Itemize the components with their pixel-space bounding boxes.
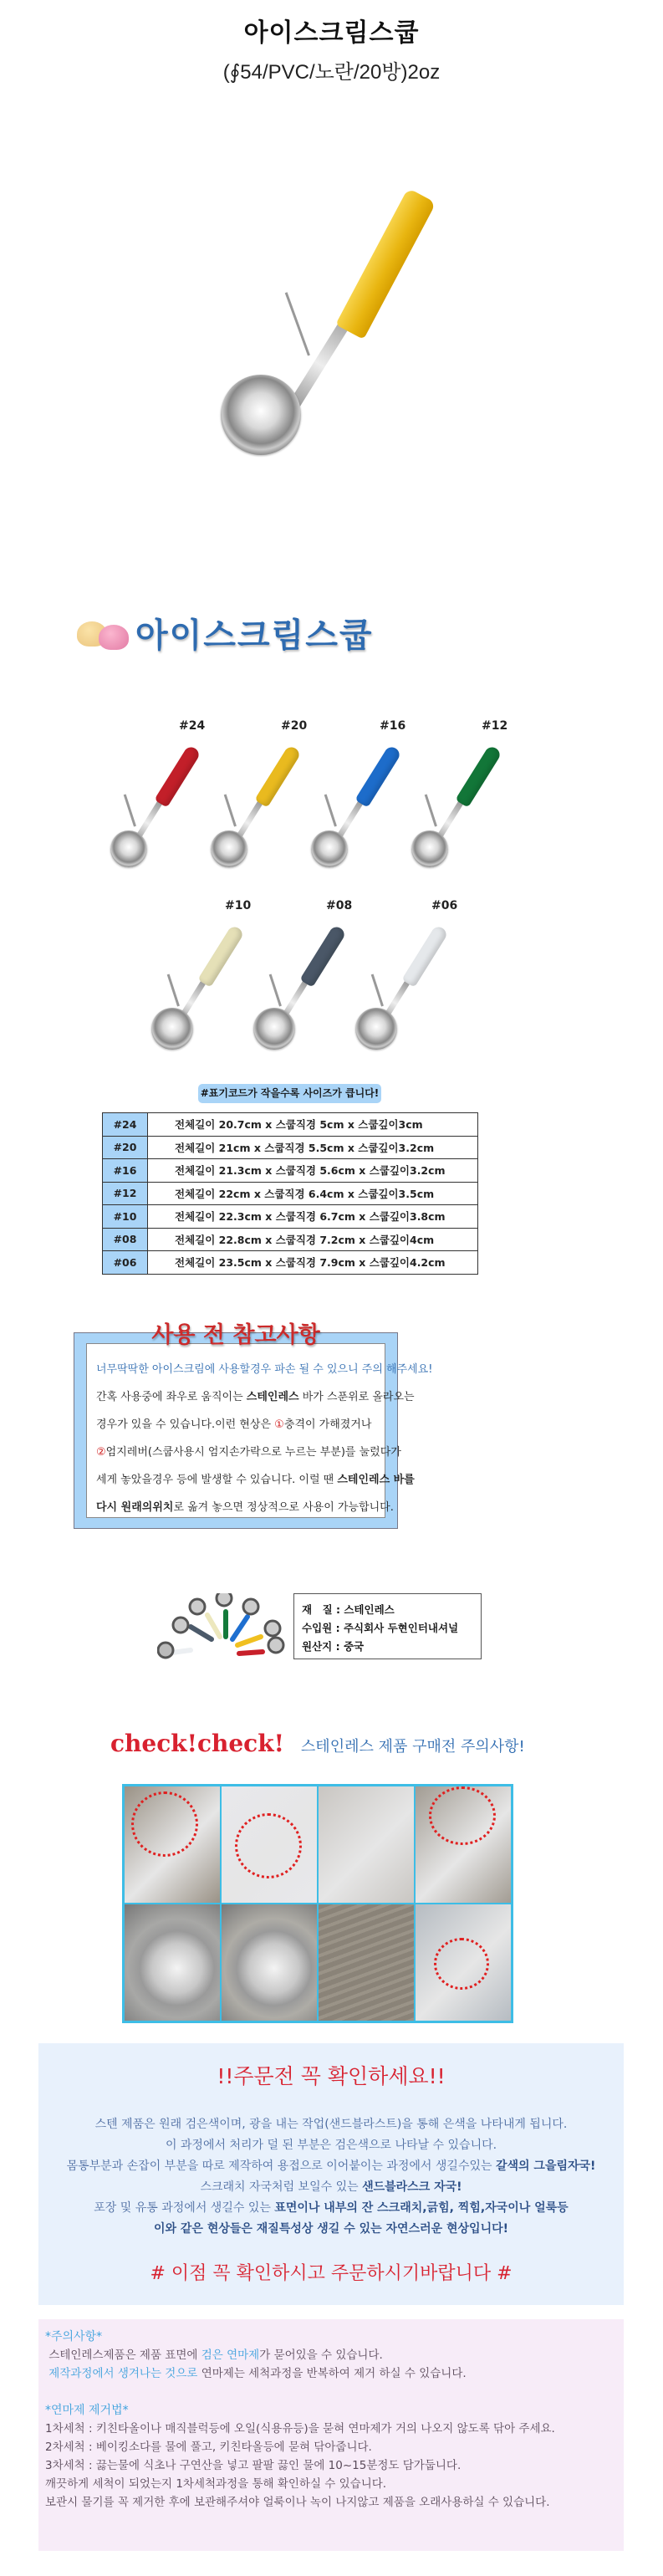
scratch-photo	[416, 1904, 511, 2021]
usage-notes-box	[74, 1332, 433, 1529]
variant-scoop-image	[209, 743, 309, 877]
scoop-handle	[335, 188, 436, 340]
order-notice-line: 스텐 제품은 원래 검은색이며, 광을 내는 작업(샌드블라스트)을 통해 은색을 나타내게 됩니다.	[94, 2118, 568, 2131]
sheen-streak-photo	[319, 1786, 414, 1903]
size-spec-cell: 전체길이 22.8cm x 스쿱직경 7.2cm x 스쿱깊이4cm	[148, 1228, 478, 1251]
importer-row: 수입원 : 주식회사 두현인터내셔널	[302, 1622, 459, 1634]
size-code-cell: #20	[103, 1136, 148, 1159]
order-notice-line: 몸통부분과 손잡이 부분을 따로 제작하여 용접으로 이어붙이는 과정에서 생길수있는 갈색의 그을림자국!	[66, 2159, 596, 2173]
variant-code-label: #16	[380, 719, 406, 733]
caution-heading: *주의사항*	[45, 2330, 103, 2343]
order-notice-footer: # 이점 꼭 확인하시고 주문하시기바랍니다 #	[150, 2263, 513, 2284]
welded-bottom-photo-1	[125, 1904, 220, 2021]
scoop-fan-image	[157, 1593, 289, 1660]
size-table-row	[103, 1251, 478, 1275]
variant-scoop-image	[410, 743, 510, 877]
defect-photo-grid	[122, 1784, 513, 2023]
material-info-box	[293, 1593, 482, 1659]
size-spec-cell: 전체길이 20.7cm x 스쿱직경 5cm x 스쿱깊이3cm	[148, 1113, 478, 1137]
variant-code-label: #12	[482, 719, 508, 733]
check-heading	[110, 1730, 525, 1757]
defect-highlight-circle	[429, 1786, 496, 1845]
order-notice-line: 스크래치 자국처럼 보일수 있는 샌드블라스크 자국!	[200, 2180, 462, 2194]
variant-code-label: #06	[431, 899, 458, 912]
removal-step: 1차세척 : 키친타올이나 매직블럭등에 오일(식용유등)을 묻혀 연마제가 거의 나오지 않도록 닦아 주세요.	[45, 2422, 555, 2435]
size-spec-cell: 전체길이 23.5cm x 스쿱직경 7.9cm x 스쿱깊이4.2cm	[148, 1251, 478, 1275]
variant-scoop-image	[254, 923, 354, 1056]
size-code-cell: #10	[103, 1205, 148, 1229]
usage-warning-line: 너무딱딱한 아이스크림에 사용할경우 파손 될 수 있으니 주의 해주세요!	[96, 1363, 433, 1376]
sandblast-mark-photo	[416, 1786, 511, 1903]
size-code-cell: #12	[103, 1182, 148, 1205]
thumb-lever	[285, 292, 310, 355]
variant-scoop-image	[109, 743, 209, 877]
size-spec-cell: 전체길이 21.3cm x 스쿱직경 5.6cm x 스쿱깊이3.2cm	[148, 1159, 478, 1183]
removal-step: 2차세척 : 베이킹소다를 물에 풀고, 키친타올등에 묻혀 닦아줍니다.	[45, 2441, 372, 2454]
size-table-row	[103, 1136, 478, 1159]
variant-scoop-image	[152, 923, 252, 1056]
section-heading-text: 아이스크림스쿱	[135, 616, 374, 655]
variant-code-label: #20	[281, 719, 308, 733]
removal-heading: *연마제 제거법*	[45, 2404, 129, 2417]
size-table-row	[103, 1159, 478, 1183]
origin-row: 원산지 : 중국	[302, 1640, 365, 1653]
usage-line-6: 다시 원래의위치로 옮겨 놓으면 정상적으로 사용이 가능합니다.	[96, 1501, 394, 1514]
removal-step: 깨끗하게 세척이 되었는지 1차세척과정을 통해 확인하실 수 있습니다.	[45, 2477, 387, 2491]
order-notice-title: !!주문전 꼭 확인하세요!!	[217, 2064, 446, 2088]
section-heading	[77, 609, 373, 657]
order-notice-line: 이와 같은 현상들은 재질특성상 생길 수 있는 자연스러운 현상입니다!	[153, 2222, 509, 2236]
welded-bottom-photo-2	[222, 1904, 317, 2021]
size-table-row	[103, 1228, 478, 1251]
size-note-badge: #표기코드가 작을수록 사이즈가 큽니다!	[198, 1084, 381, 1103]
order-notice-box	[38, 2043, 624, 2305]
size-code-cell: #16	[103, 1159, 148, 1183]
variant-code-label: #24	[179, 719, 206, 733]
hero-scoop-image	[209, 125, 460, 477]
check-subtitle: 스테인레스 제품 구매전 주의사항!	[300, 1738, 525, 1756]
brushed-surface-photo	[319, 1904, 414, 2021]
scoop-bowl	[221, 375, 301, 455]
variant-code-label: #10	[225, 899, 252, 912]
product-subtitle: (∮54/PVC/노란/20방)2oz	[222, 61, 441, 84]
size-code-cell: #06	[103, 1251, 148, 1275]
check-brand-text: check!check!	[110, 1730, 284, 1757]
size-code-cell: #08	[103, 1228, 148, 1251]
size-code-cell: #24	[103, 1113, 148, 1137]
size-table-row	[103, 1182, 478, 1205]
size-spec-cell: 전체길이 22cm x 스쿱직경 6.4cm x 스쿱깊이3.5cm	[148, 1182, 478, 1205]
size-table	[102, 1112, 478, 1275]
variant-scoop-image	[356, 923, 456, 1056]
removal-step: 3차세척 : 끓는물에 식초나 구연산을 넣고 팔팔 끓인 물에 10~15분정도 담가둡니다.	[45, 2459, 462, 2472]
usage-line-3: 경우가 있을 수 있습니다.이런 현상은 ①충격이 가해졌거나	[96, 1418, 372, 1431]
size-table-row	[103, 1205, 478, 1229]
ice-cream-scoops-icon	[77, 616, 132, 650]
product-title: 아이스크림스쿱	[243, 18, 420, 48]
usage-line-5: 세게 놓았을경우 등에 발생할 수 있습니다. 이럴 땐 스테인레스 바를	[96, 1474, 415, 1486]
variant-code-label: #08	[326, 899, 353, 912]
handle-rivet-photo	[222, 1786, 317, 1903]
defect-highlight-circle	[434, 1938, 489, 1990]
order-notice-line: 포장 및 유통 과정에서 생길수 있는 표면이나 내부의 잔 스크래치,긁힘, 찍힘,자국이나 얼룩등	[94, 2201, 569, 2215]
surface-spot-photo	[125, 1786, 220, 1903]
material-row: 재 질 : 스테인레스	[302, 1603, 395, 1616]
size-spec-cell: 전체길이 21cm x 스쿱직경 5.5cm x 스쿱깊이3.2cm	[148, 1136, 478, 1159]
size-table-row	[103, 1113, 478, 1137]
defect-highlight-circle	[131, 1791, 198, 1857]
caution-box	[38, 2319, 624, 2551]
caution-line: 스테인레스제품은 제품 표면에 검은 연마제가 묻어있을 수 있습니다.	[48, 2349, 383, 2362]
removal-step: 보관시 물기를 꼭 제거한 후에 보관해주셔야 얼룩이나 녹이 나지않고 제품을 오래사용하실 수 있습니다.	[45, 2496, 550, 2509]
usage-notes-content	[86, 1343, 433, 1518]
order-notice-line: 이 과정에서 처리가 덜 된 부분은 검은색으로 나타날 수 있습니다.	[165, 2139, 497, 2152]
usage-notes-title: 사용 전 참고사항	[151, 1322, 320, 1348]
variant-scoop-image	[309, 743, 410, 877]
caution-line: 제작과정에서 생겨나는 것으로 연마제는 세척과정을 반복하여 제거 하실 수 있습니다.	[48, 2367, 467, 2380]
defect-highlight-circle	[235, 1813, 302, 1878]
usage-line-2: 간혹 사용중에 좌우로 움직이는 스테인레스 바가 스푼위로 올라오는	[96, 1391, 415, 1403]
usage-line-4: ②엄지레버(스쿱사용시 엄지손가락으로 누르는 부분)를 눌렀다가	[96, 1446, 401, 1459]
size-spec-cell: 전체길이 22.3cm x 스쿱직경 6.7cm x 스쿱깊이3.8cm	[148, 1205, 478, 1229]
